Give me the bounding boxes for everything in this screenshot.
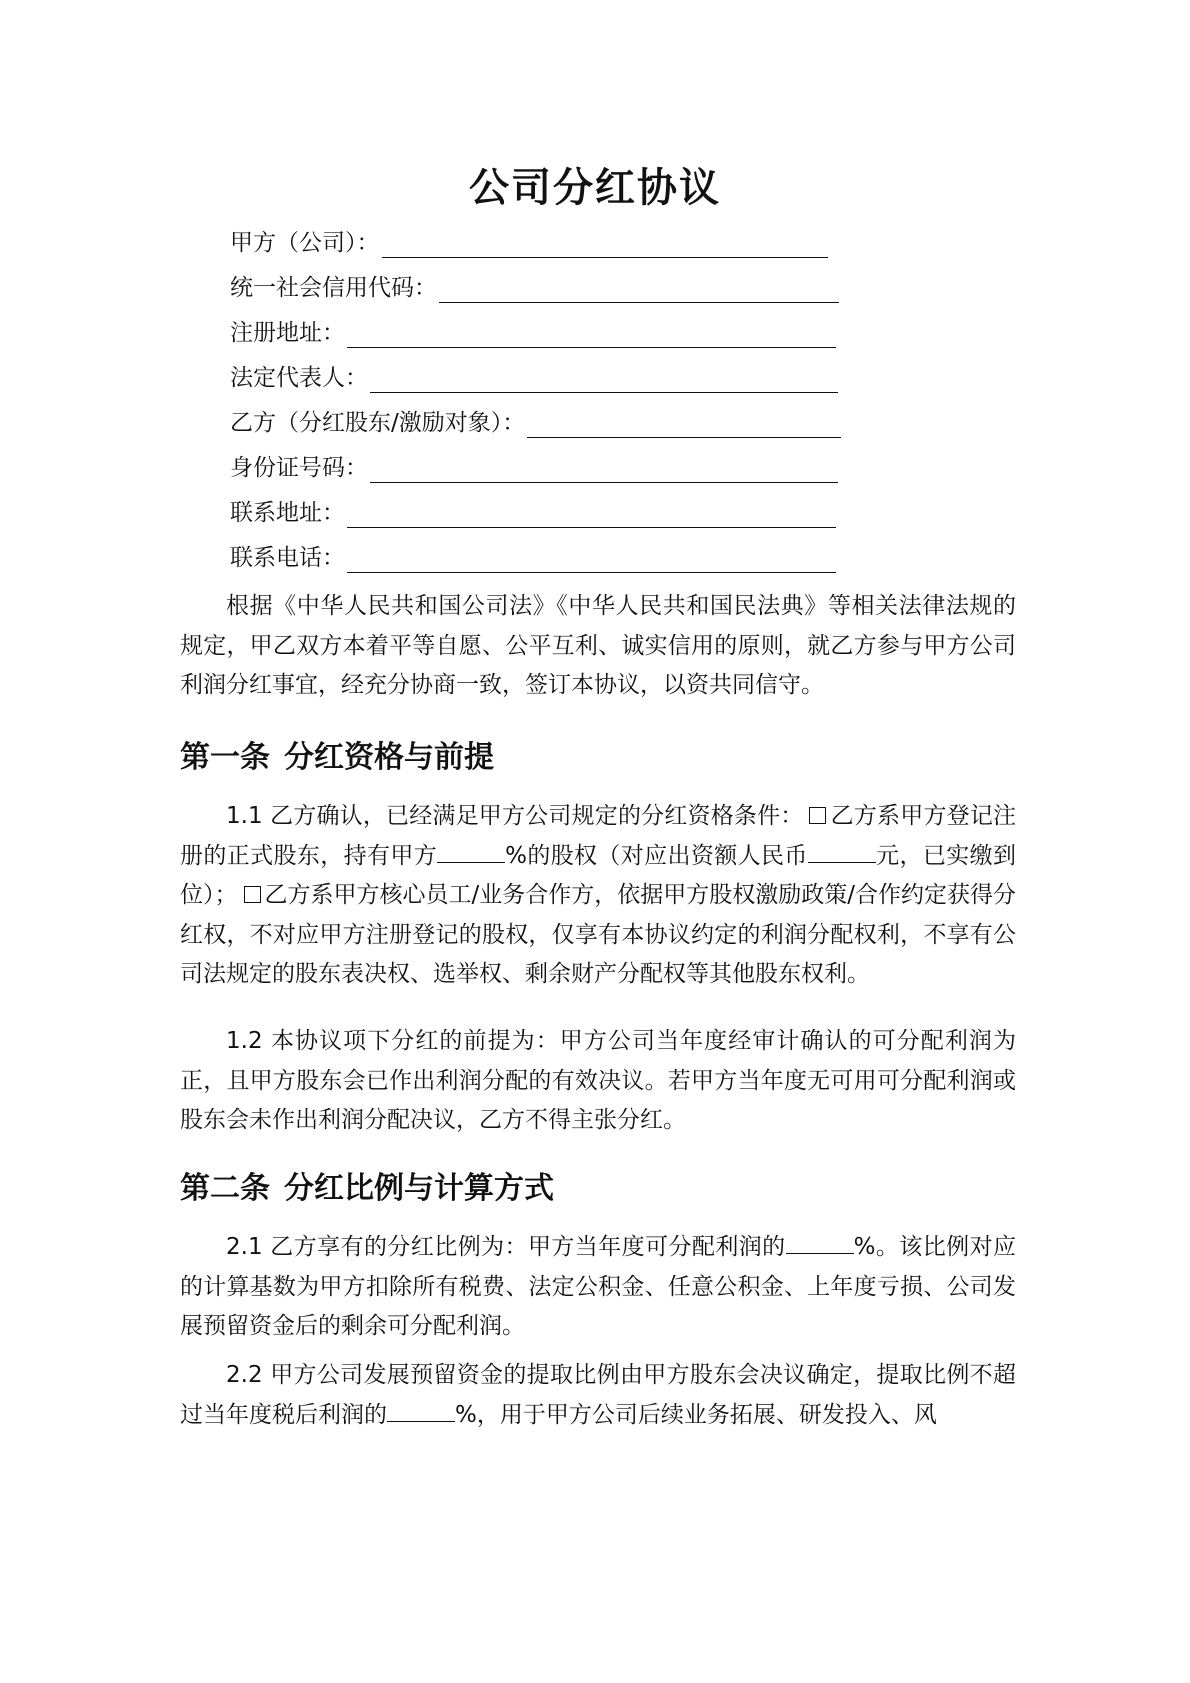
field-label: 法定代表人：	[230, 365, 368, 391]
legal-representative-field	[230, 357, 838, 393]
contact-phone-blank[interactable]	[347, 548, 836, 573]
field-label: 身份证号码：	[230, 455, 368, 481]
credit-code-field	[230, 267, 839, 303]
article-title: 分红比例与计算方式	[284, 1171, 554, 1206]
preamble-paragraph: 根据《中华人民共和国公司法》《中华人民共和国民法典》等相关法律法规的规定，甲乙双方本着平等自愿、公平互利、诚实信用的原则，就乙方参与甲方公司利润分红事宜，经充分协商一致，签订本协议，以资共同信守。	[180, 593, 1016, 698]
party-a-company-blank[interactable]	[382, 233, 828, 258]
article-number: 第二条	[180, 1171, 270, 1206]
registered-address-blank[interactable]	[347, 323, 836, 348]
id-number-blank[interactable]	[370, 458, 838, 483]
party-a-company-field	[230, 222, 828, 258]
clause-text: 乙方系甲方登记注册的正式股东，持有甲方	[180, 803, 1017, 869]
clause-text: %的股权（对应出资额人民币	[505, 842, 808, 869]
clause-text: 乙方系甲方核心员工/业务合作方，依据甲方股权激励政策/合作约定获得分红权，不对应甲方注册登记的股权，仅享有本协议约定的利润分配权利，不享有公司法规定的股东表决权、选举权、剩余财产分配权等其他股东权利。	[180, 882, 1016, 987]
share-percent-blank[interactable]	[437, 842, 505, 863]
reserve-percent-blank[interactable]	[387, 1401, 455, 1422]
article-2-heading	[180, 1168, 554, 1210]
contact-address-blank[interactable]	[347, 503, 836, 528]
clause-text: 2.1 乙方享有的分红比例为：甲方当年度可分配利润的	[226, 1234, 786, 1260]
article-number: 第一条	[180, 740, 270, 775]
field-label: 统一社会信用代码：	[230, 275, 437, 301]
clause-2-2	[180, 1356, 1016, 1435]
clause-1-1	[180, 797, 1016, 995]
article-1-heading	[180, 737, 494, 779]
dividend-percent-blank[interactable]	[786, 1233, 854, 1254]
field-label: 甲方（公司）：	[230, 230, 380, 256]
capital-amount-blank[interactable]	[808, 842, 876, 863]
clause-1-2: 1.2 本协议项下分红的前提为：甲方公司当年度经审计确认的可分配利润为正，且甲方股东会已作出利润分配的有效决议。若甲方当年度无可用可分配利润或股东会未作出利润分配决议，乙方不得主张分红。	[180, 1028, 1016, 1133]
clause-text: 2.2 甲方公司发展预留资金的提取比例由甲方股东会决议确定，提取比例不超过当年度税后利润的	[180, 1362, 1016, 1428]
contact-phone-field	[230, 537, 836, 573]
field-label: 联系地址：	[230, 500, 345, 526]
field-label: 注册地址：	[230, 320, 345, 346]
clause-text: %。该比例对应的计算基数为甲方扣除所有税费、法定公积金、任意公积金、上年度亏损、公司发展预留资金后的剩余可分配利润。	[180, 1234, 1016, 1339]
article-title: 分红资格与前提	[284, 740, 494, 775]
legal-representative-blank[interactable]	[370, 368, 838, 393]
clause-text: 元，已实缴到位）；	[180, 842, 1017, 908]
clause-2-1	[180, 1228, 1016, 1347]
id-number-field	[230, 447, 838, 483]
clause-text: 1.1 乙方确认，已经满足甲方公司规定的分红资格条件：	[226, 803, 804, 829]
document-title: 公司分红协议	[469, 165, 721, 211]
checkbox-core-employee[interactable]	[244, 886, 261, 903]
party-b-blank[interactable]	[527, 413, 841, 438]
contact-address-field	[230, 492, 836, 528]
party-b-field	[230, 402, 841, 438]
field-label: 乙方（分红股东/激励对象）：	[230, 410, 526, 436]
checkbox-registered-shareholder[interactable]	[809, 807, 826, 824]
clause-text: %，用于甲方公司后续业务拓展、研发投入、风	[455, 1401, 937, 1428]
credit-code-blank[interactable]	[439, 278, 839, 303]
field-label: 联系电话：	[230, 545, 345, 571]
registered-address-field	[230, 312, 836, 348]
